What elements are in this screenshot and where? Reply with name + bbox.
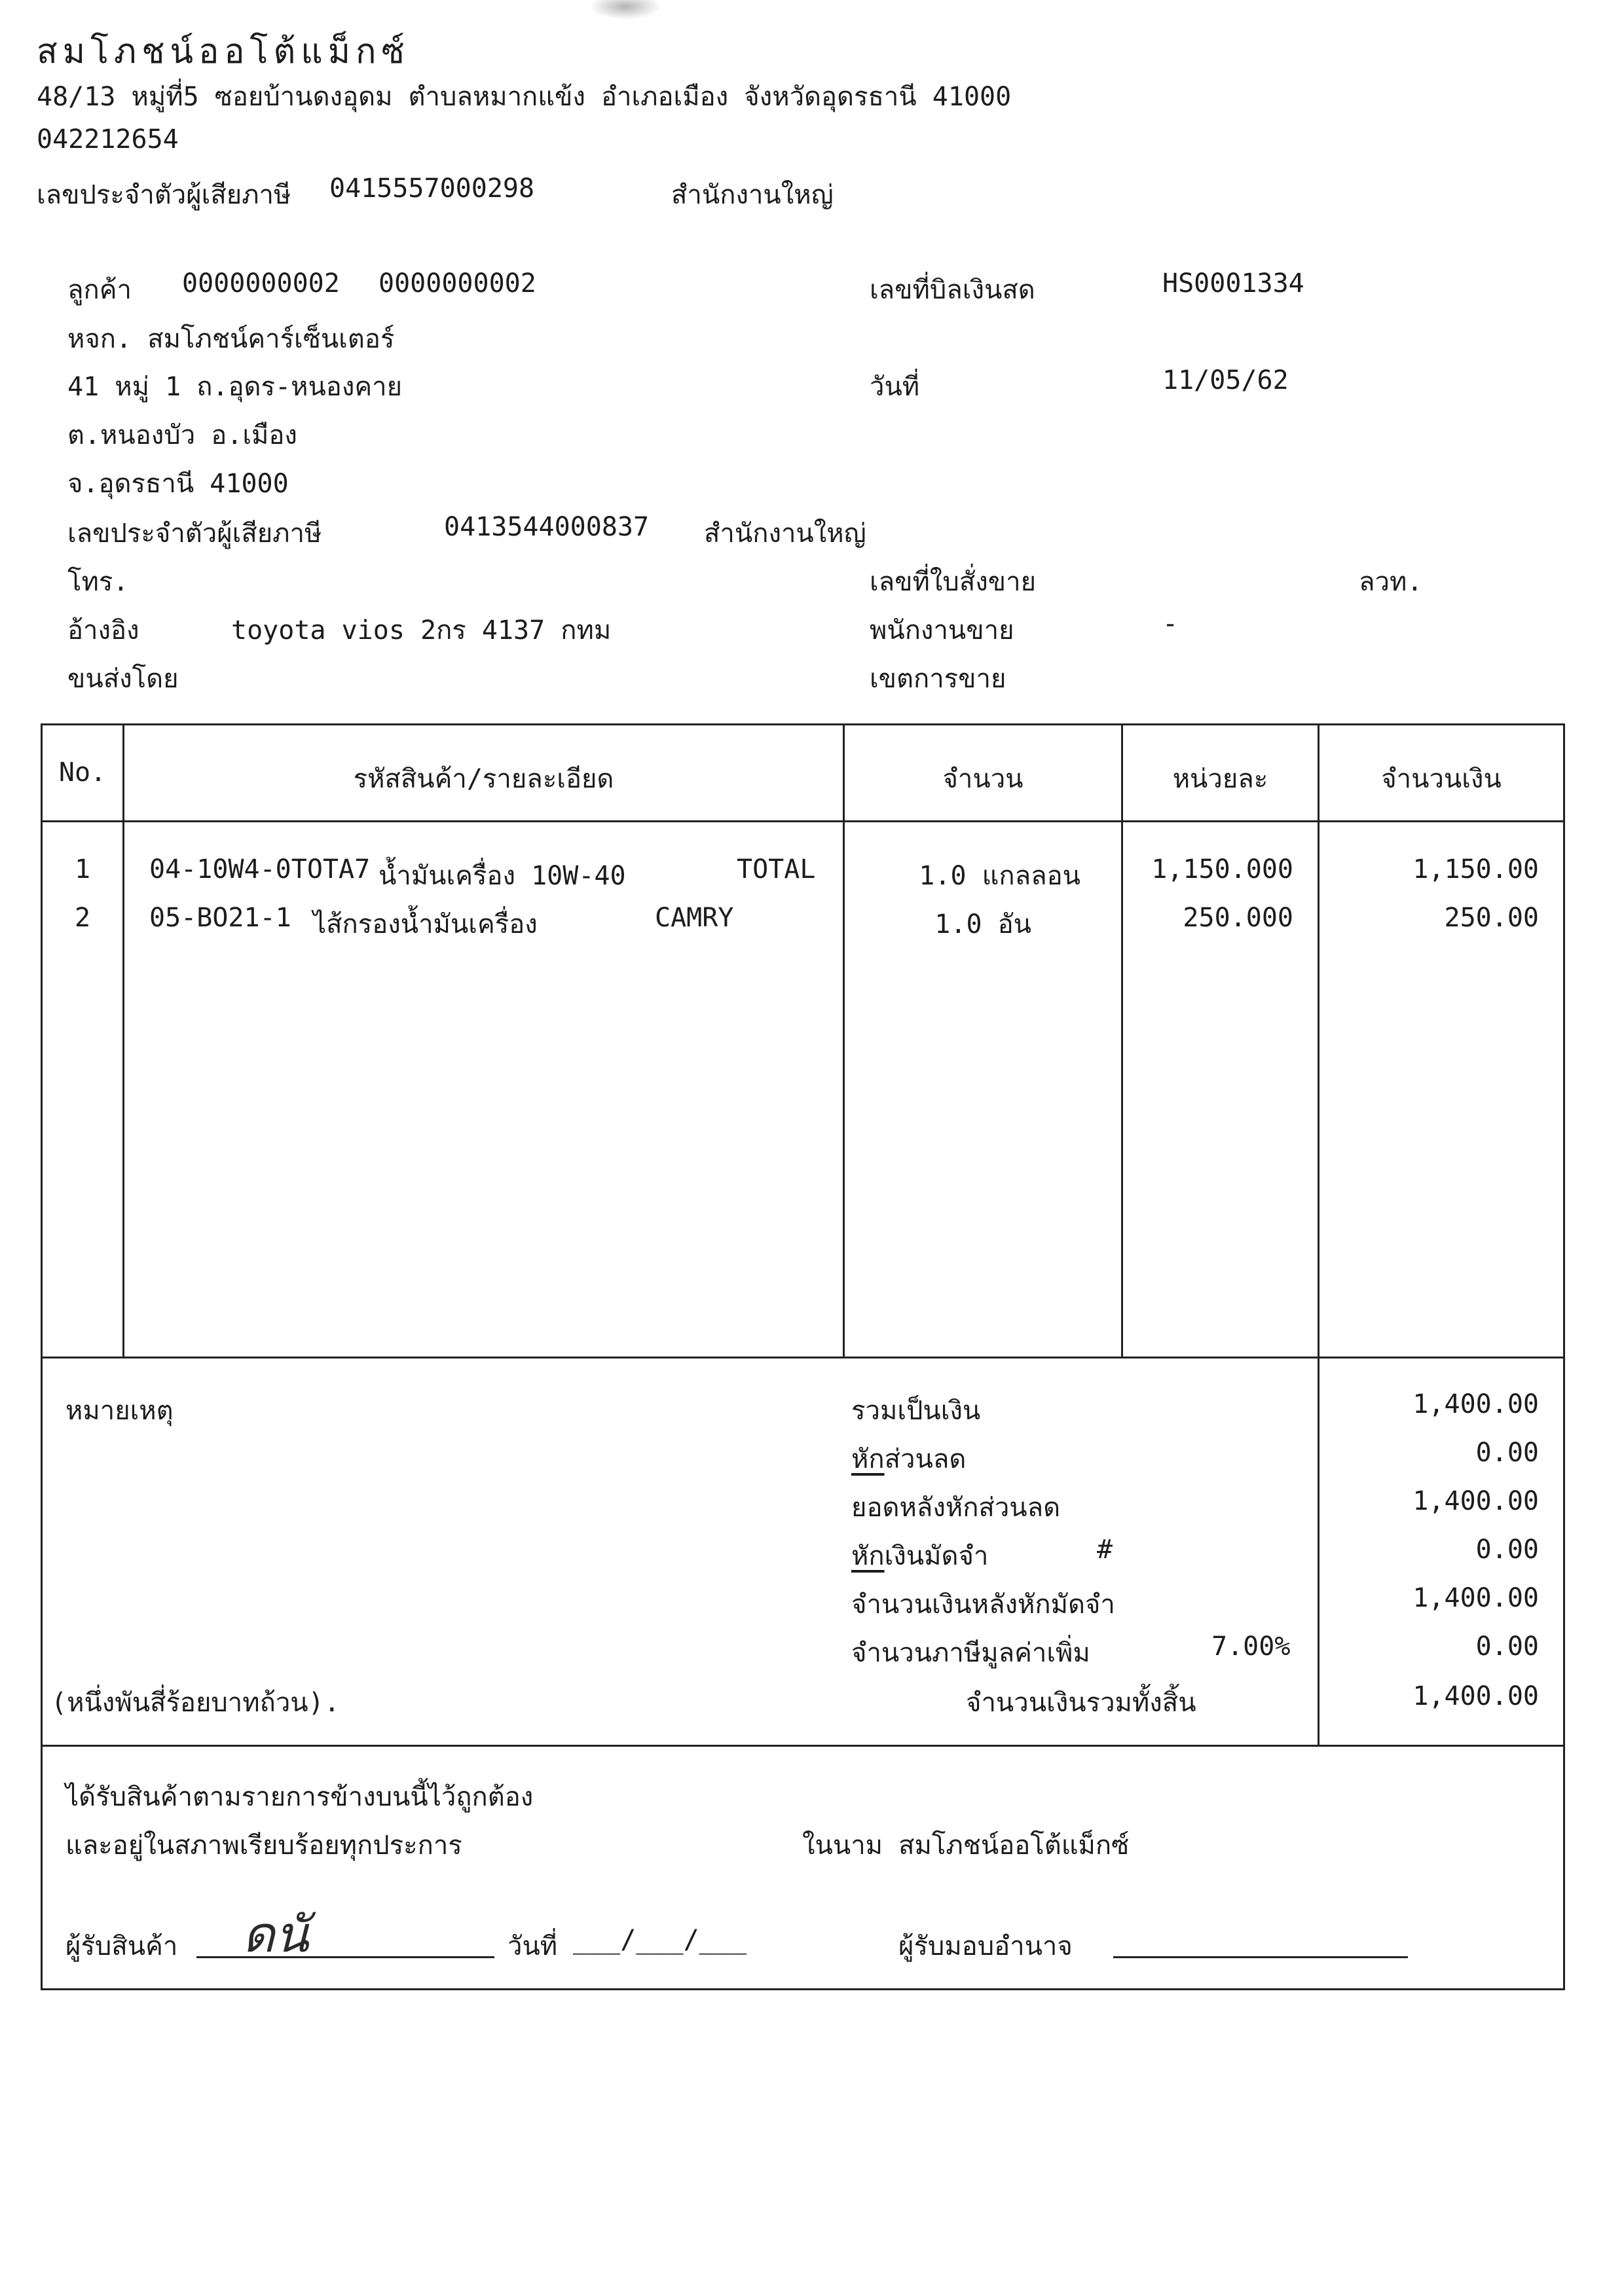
customer-address-2: ต.หนองบัว อ.เมือง [67, 420, 297, 450]
bill-no-label: เลขที่บิลเงินสด [870, 275, 1035, 305]
received-note-line-2: และอยู่ในสภาพเรียบร้อยทุกประการ [65, 1831, 462, 1861]
row-amount: 1,150.00 [1412, 854, 1539, 884]
discount-label [851, 1438, 966, 1480]
row-description: ไส้กรองน้ำมันเครื่อง [313, 909, 538, 939]
receiver-label: ผู้รับสินค้า [65, 1931, 178, 1961]
customer-ref-value: toyota vios 2กร 4137 กทม [231, 615, 612, 646]
customer-tax-id: 0413544000837 [444, 512, 650, 542]
customer-address-1: 41 หมู่ 1 ถ.อุดร-หนองคาย [67, 372, 403, 402]
company-branch: สำนักงานใหญ่ [671, 180, 834, 210]
grand-total-label: จำนวนเงินรวมทั้งสิ้น [966, 1688, 1196, 1718]
header-unit-price: หน่วยละ [1172, 764, 1268, 794]
header-quantity: จำนวน [942, 764, 1024, 794]
vat-rate: 7.00% [1211, 1631, 1291, 1662]
deposit-label-deduct: หัก [851, 1541, 885, 1571]
salesperson-label: พนักงานขาย [870, 615, 1014, 646]
bill-date-value: 11/05/62 [1162, 365, 1289, 395]
grand-total-value: 1,400.00 [1412, 1681, 1539, 1711]
row-brand: CAMRY [655, 903, 734, 933]
total-label: รวมเป็นเงิน [851, 1396, 981, 1426]
amount-in-words: (หนึ่งพันสี่ร้อยบาทถ้วน). [51, 1688, 340, 1718]
receive-date-blank: ___/___/___ [573, 1925, 747, 1955]
customer-phone-label: โทร. [67, 567, 129, 597]
discount-value: 0.00 [1475, 1438, 1539, 1468]
customer-label: ลูกค้า [67, 275, 132, 305]
deposit-hash: # [1097, 1535, 1113, 1565]
row-code: 05-BO21-1 [149, 903, 291, 933]
row-description: น้ำมันเครื่อง 10W-40 [378, 861, 626, 891]
deposit-value: 0.00 [1475, 1535, 1539, 1565]
header-description: รหัสสินค้า/รายละเอียด [353, 764, 614, 794]
sales-order-value: ลวท. [1359, 567, 1423, 597]
received-note-line-1: ได้รับสินค้าตามรายการข้างบนนี้ไว้ถูกต้อง [65, 1782, 534, 1812]
deposit-label [851, 1535, 988, 1576]
vat-value: 0.00 [1475, 1631, 1539, 1662]
sales-area-label: เขตการขาย [870, 664, 1006, 694]
customer-tax-label: เลขประจำตัวผู้เสียภาษี [67, 519, 322, 549]
vat-label: จำนวนภาษีมูลค่าเพิ่ม [851, 1638, 1090, 1668]
header-no: No. [58, 757, 107, 788]
header-amount: จำนวนเงิน [1381, 764, 1502, 794]
company-phone: 042212654 [37, 124, 179, 155]
row-quantity: 1.0 อัน [934, 909, 1031, 939]
salesperson-value: - [1162, 609, 1179, 639]
customer-branch: สำนักงานใหญ่ [704, 519, 866, 549]
receive-date-label: วันที่ [507, 1931, 558, 1961]
authorized-signature-line [1113, 1956, 1408, 1958]
receiver-signature: ดนั [242, 1905, 309, 1963]
after-deposit-value: 1,400.00 [1412, 1583, 1539, 1613]
row-code: 04-10W4-0TOTA7 [149, 854, 371, 884]
discount-label-text: ส่วนลด [884, 1444, 967, 1474]
row-quantity: 1.0 แกลลอน [919, 861, 1080, 891]
row-amount: 250.00 [1444, 903, 1539, 933]
company-address: 48/13 หมู่ที่5 ซอยบ้านดงอุดม ตำบลหมากแข้ง อำเภอเมือง จังหวัดอุดรธานี 41000 [37, 82, 1012, 112]
footer-bottom-border [41, 1988, 1565, 1990]
after-discount-value: 1,400.00 [1412, 1486, 1539, 1516]
customer-ref-label: อ้างอิง [67, 615, 139, 646]
after-deposit-label: จำนวนเงินหลังหักมัดจำ [851, 1590, 1115, 1620]
bill-no-value: HS0001334 [1162, 268, 1304, 299]
customer-ship-label: ขนส่งโดย [67, 664, 179, 694]
row-no: 1 [74, 854, 91, 884]
customer-code-1: 0000000002 [182, 268, 340, 299]
after-discount-label: ยอดหลังหักส่วนลด [851, 1493, 1061, 1523]
sales-order-label: เลขที่ใบสั่งขาย [870, 567, 1037, 597]
row-brand: TOTAL [737, 854, 816, 884]
summary-divider [41, 1745, 1565, 1747]
receiver-signature-line [196, 1956, 494, 1958]
company-tax-id: 0415557000298 [329, 173, 535, 204]
row-unit-price: 1,150.000 [1151, 854, 1293, 884]
customer-name: หจก. สมโภชน์คาร์เซ็นเตอร์ [67, 324, 395, 354]
customer-code-2: 0000000002 [378, 268, 536, 299]
bill-date-label: วันที่ [870, 372, 920, 402]
row-no: 2 [74, 903, 91, 933]
scan-smudge [589, 0, 661, 20]
authorized-label: ผู้รับมอบอำนาจ [898, 1931, 1073, 1961]
discount-label-deduct: หัก [851, 1444, 885, 1474]
company-name: สมโภชน์ออโต้แม็กซ์ [37, 32, 410, 71]
remark-label: หมายเหตุ [65, 1396, 174, 1426]
company-tax-label: เลขประจำตัวผู้เสียภาษี [37, 180, 291, 210]
row-unit-price: 250.000 [1183, 903, 1293, 933]
deposit-label-text: เงินมัดจำ [884, 1541, 989, 1571]
customer-address-3: จ.อุดรธานี 41000 [67, 469, 289, 499]
total-value: 1,400.00 [1412, 1389, 1539, 1419]
on-behalf-of: ในนาม สมโภชน์ออโต้แม็กซ์ [802, 1831, 1130, 1861]
